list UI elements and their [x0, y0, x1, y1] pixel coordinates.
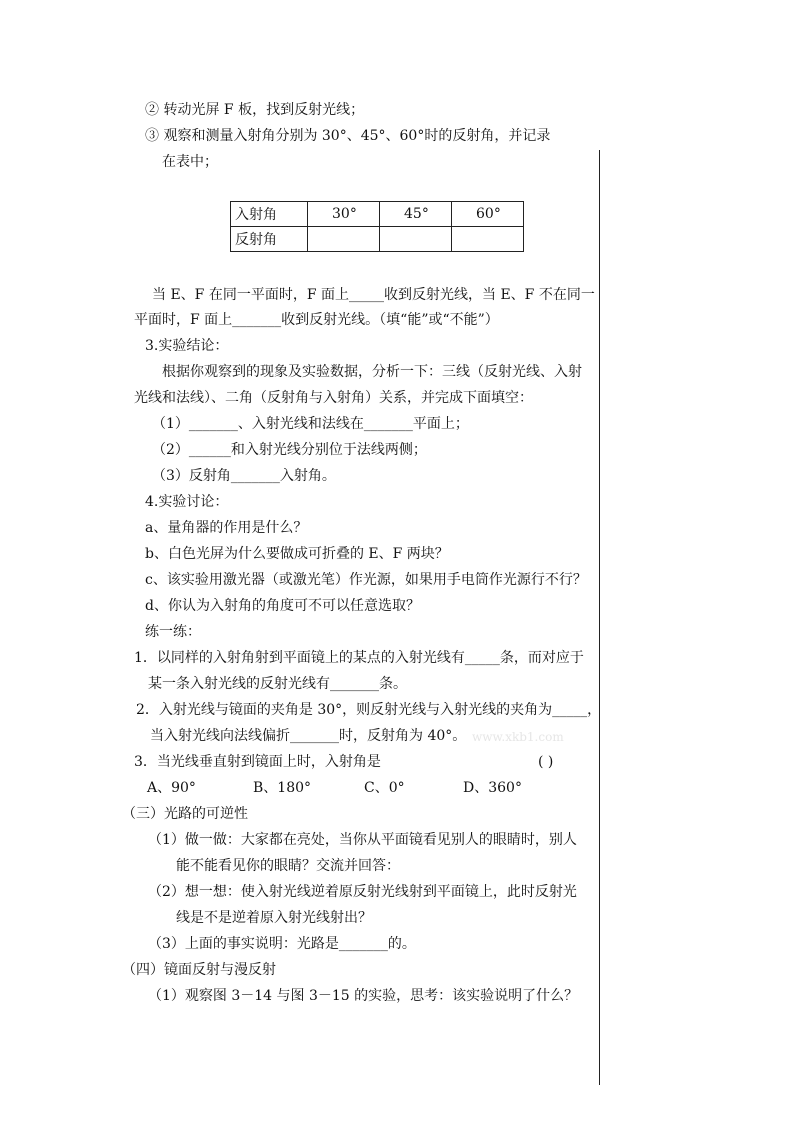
table-cell: 入射角: [231, 202, 308, 227]
observation-continuation: 平面时，F 面上_______收到反射光线。（填“能”或“不能”）: [134, 312, 499, 328]
table-cell: [452, 227, 524, 252]
discussion-b: b、白色光屏为什么要做成可折叠的 E、F 两块？: [145, 546, 449, 562]
practice-2: 2．入射光线与镜面的夹角是 30°，则反射光线与入射光线的夹角为_____，: [136, 702, 602, 718]
observation-text: 当 E、F 在同一平面时，F 面上_____收到反射光线，当 E、F 不在同一: [152, 287, 595, 303]
section-heading-reflection: （四）镜面反射与漫反射: [122, 962, 276, 978]
section-heading-practice: 练一练：: [145, 624, 201, 640]
option-b: B、180°: [253, 780, 312, 796]
practice-1-continuation: 某一条入射光线的反射光线有_______条。: [148, 676, 407, 692]
reversibility-2-continuation: 线是不是逆着原入射光线射出？: [176, 910, 372, 926]
table-row: [231, 227, 524, 252]
reversibility-3: （3）上面的事实说明：光路是_______的。: [148, 936, 416, 952]
step-2-text: ② 转动光屏 F 板，找到反射光线；: [145, 102, 365, 118]
practice-1: 1．以同样的入射角射到平面镜上的某点的入射光线有_____条，而对应于: [134, 650, 584, 666]
section-heading-discussion: 4.实验讨论：: [145, 494, 229, 510]
discussion-c: c、该实验用激光器（或激光笔）作光源，如果用手电筒作光源行不行？: [145, 572, 587, 588]
table-cell: [380, 227, 452, 252]
option-a: A、90°: [147, 780, 196, 796]
step-3-text: ③ 观察和测量入射角分别为 30°、45°、60°时的反射角，并记录: [145, 128, 551, 144]
practice-2-continuation: 当入射光线向法线偏折_______时，反射角为 40°。: [150, 728, 467, 744]
table-cell: 45°: [380, 202, 452, 227]
discussion-a: a、量角器的作用是什么？: [145, 520, 308, 536]
table-cell: 反射角: [231, 227, 308, 252]
watermark: www.xkb1.com: [472, 730, 564, 744]
option-c: C、0°: [364, 780, 405, 796]
answer-parentheses: ( ): [538, 754, 554, 770]
conclusion-text: 根据你观察到的现象及实验数据，分析一下：三线（反射光线、入射: [162, 364, 582, 380]
table-cell: 60°: [452, 202, 524, 227]
section-heading-reversibility: （三）光路的可逆性: [122, 806, 248, 822]
vertical-rule: [599, 150, 600, 1085]
table-cell: 30°: [308, 202, 380, 227]
section-heading-conclusion: 3.实验结论：: [145, 338, 229, 354]
reversibility-2: （2）想一想：使入射光线逆着原反射光线射到平面镜上，此时反射光: [148, 884, 577, 900]
conclusion-continuation: 光线和法线）、二角（反射角与入射角）关系，并完成下面填空：: [134, 390, 533, 406]
fill-blank-3: （3）反射角_______入射角。: [152, 468, 336, 484]
fill-blank-2: （2）______和入射光线分别位于法线两侧；: [152, 442, 427, 458]
angle-table: [230, 201, 524, 252]
option-d: D、360°: [463, 780, 522, 796]
reversibility-1: （1）做一做：大家都在亮处，当你从平面镜看见别人的眼睛时，别人: [148, 832, 577, 848]
practice-3: 3．当光线垂直射到镜面上时，入射角是: [134, 754, 381, 770]
reversibility-1-continuation: 能不能看见你的眼睛？交流并回答：: [176, 858, 400, 874]
step-3-continuation: 在表中；: [162, 154, 218, 170]
table-row: [231, 202, 524, 227]
discussion-d: d、你认为入射角的角度可不可以任意选取？: [145, 598, 420, 614]
table-cell: [308, 227, 380, 252]
reflection-1: （1）观察图 3－14 与图 3－15 的实验，思考：该实验说明了什么？: [148, 988, 579, 1004]
fill-blank-1: （1）_______、入射光线和法线在_______平面上；: [152, 416, 469, 432]
